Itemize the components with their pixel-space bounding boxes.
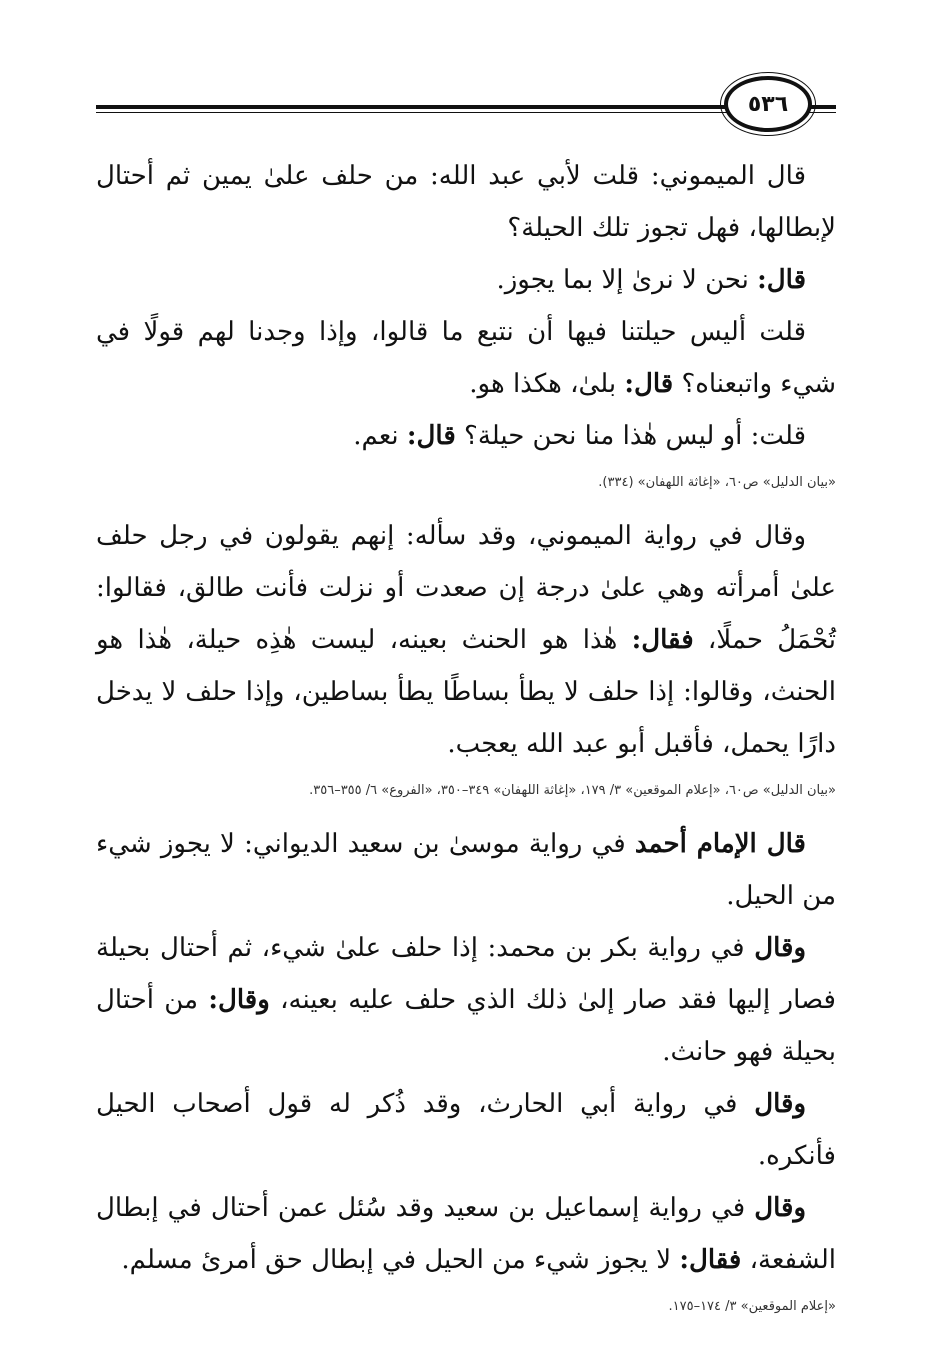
paragraph-text: وقال في رواية الميموني، وقد سأله: إنهم يقولون في رجل حلف علىٰ أمرأته وهي علىٰ درجة إن صعدت أو نزلت فأنت طالق، فقالوا: تُحْمَلُ حملًا، — [96, 521, 836, 655]
paragraph — [96, 150, 836, 254]
paragraph-text: في رواية موسىٰ بن سعيد الديواني: لا يجوز شيء من الحيل. — [96, 829, 836, 911]
speaker-label: قال: — [757, 265, 806, 295]
paragraph — [96, 1078, 836, 1182]
paragraph-text: بلىٰ، هكذا هو. — [469, 369, 625, 399]
speaker-label: فقال: — [631, 625, 694, 655]
paragraph — [96, 1182, 836, 1286]
paragraph-text: قال الميموني: قلت لأبي عبد الله: من حلف علىٰ يمين ثم أحتال لإبطالها، فهل تجوز تلك الحيلة؟ — [96, 161, 836, 243]
speaker-label: قال الإمام أحمد — [634, 829, 806, 859]
paragraph — [96, 306, 836, 410]
source-citation: «إعلام الموقعين» ٣/ ١٧٤–١٧٥. — [668, 1299, 836, 1314]
paragraph — [96, 818, 836, 922]
paragraph-text: نحن لا نرىٰ إلا بما يجوز. — [496, 265, 758, 295]
speaker-label: وقال — [754, 933, 806, 963]
paragraph-text: من أحتال بحيلة فهو حانث. — [96, 985, 836, 1067]
source-citation: «بيان الدليل» ص٦٠، «إغاثة اللهفان» (٣٣٤). — [598, 475, 836, 490]
page-number: ٥٣٦ — [724, 76, 812, 132]
paragraph — [96, 510, 836, 770]
page-header — [96, 72, 836, 132]
speaker-label: وقال — [754, 1089, 806, 1119]
paragraph-text: في رواية أبي الحارث، وقد ذُكر له قول أصحاب الحيل فأنكره. — [96, 1089, 836, 1171]
paragraph-text: نعم. — [353, 421, 407, 451]
source-citation: «بيان الدليل» ص٦٠، «إعلام الموقعين» ٣/ ١٧٩، «إغاثة اللهفان» ٣٤٩–٣٥٠، «الفروع» ٦/ ٣٥٥–٣٥٦. — [309, 783, 836, 798]
paragraph-text: في رواية بكر بن محمد: إذا حلف علىٰ شيء، ثم أحتال بحيلة فصار إليها فقد صار إلىٰ ذلك الذي حلف عليه بعينه، — [96, 933, 836, 1015]
paragraph-text: قلت أليس حيلتنا فيها أن نتبع ما قالوا، وإذا وجدنا لهم قولًا في شيء واتبعناه؟ — [96, 317, 836, 399]
speaker-label: قال: — [406, 421, 456, 451]
page-body — [96, 150, 836, 1334]
paragraph-text: قلت: أو ليس هٰذا منا نحن حيلة؟ — [455, 421, 806, 451]
paragraph — [96, 410, 836, 462]
speaker-label: قال: — [624, 369, 674, 399]
paragraph — [96, 922, 836, 1078]
speaker-label: وقال — [754, 1193, 806, 1223]
speaker-label: فقال: — [679, 1245, 742, 1275]
paragraph — [96, 254, 836, 306]
speaker-label: وقال: — [208, 985, 270, 1015]
paragraph-text: لا يجوز شيء من الحيل في إبطال حق أمرئ مسلم. — [121, 1245, 680, 1275]
paragraph-text: هٰذا هو الحنث بعينه، ليست هٰذِه حيلة، هٰذا هو الحنث، وقالوا: إذا حلف لا يطأ بساطًا يطأ بساطين، وإذا حلف لا يدخل دارًا يحمل، فأقبل أبو عبد الله يعجب. — [96, 625, 836, 759]
paragraph-text: في رواية إسماعيل بن سعيد وقد سُئل عمن أحتال في إبطال الشفعة، — [96, 1193, 836, 1275]
